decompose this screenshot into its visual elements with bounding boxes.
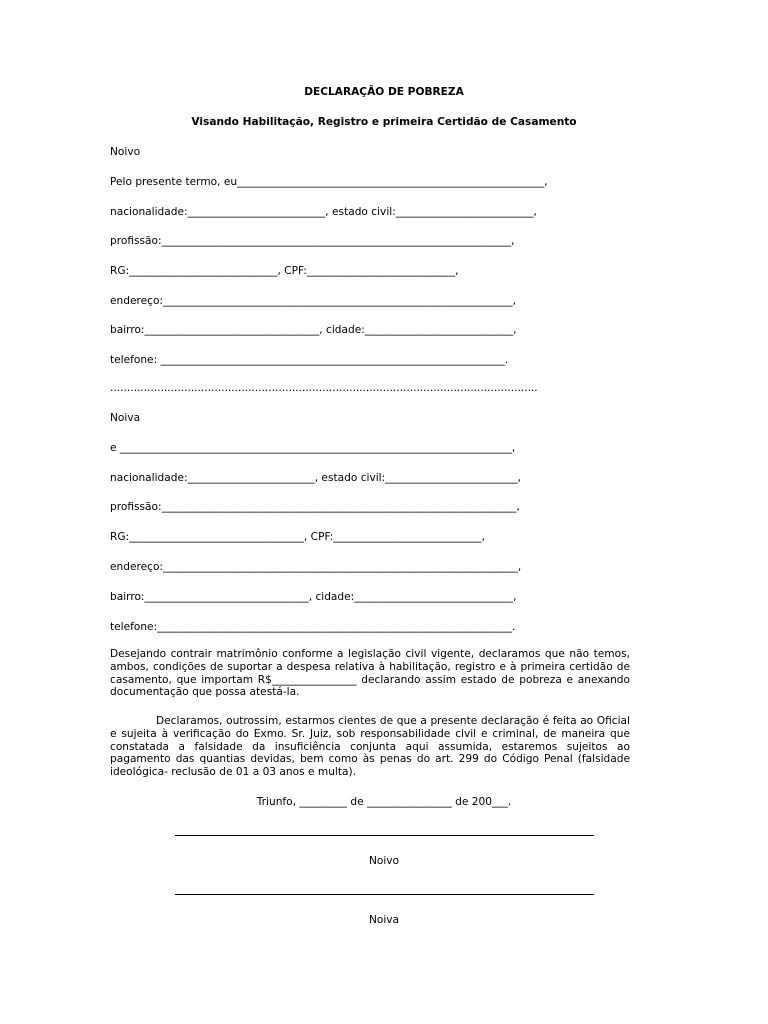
dotted-separator: ............................................................................................................................... bbox=[110, 382, 538, 394]
noiva-signature-label: Noiva bbox=[368, 914, 400, 926]
noivo-rg-cpf-line: RG:____________________________, CPF:____________________________, bbox=[110, 265, 459, 277]
document-subtitle: Visando Habilitação, Registro e primeira Certidão de Casamento bbox=[191, 116, 577, 128]
noivo-nationality-line: nacionalidade:__________________________, estado civil:__________________________, bbox=[110, 206, 537, 218]
noivo-profession-line: profissão:__________________________________________________________________, bbox=[110, 235, 515, 247]
noivo-signature-label: Noivo bbox=[368, 855, 400, 867]
noiva-address-line: endereço:___________________________________________________________________, bbox=[110, 561, 522, 573]
noiva-rg-cpf-line: RG:_________________________________, CPF:____________________________, bbox=[110, 531, 485, 543]
date-line: Triunfo, _________ de ________________ de 200___. bbox=[256, 796, 512, 808]
noiva-signature-line bbox=[175, 894, 594, 895]
noiva-nationality-line: nacionalidade:________________________, estado civil:_________________________, bbox=[110, 472, 521, 484]
noiva-neighborhood-city-line: bairro:_______________________________, cidade:______________________________, bbox=[110, 591, 517, 603]
noiva-phone-line: telefone:___________________________________________________________________. bbox=[110, 621, 516, 633]
noivo-signature-line bbox=[175, 835, 594, 836]
noiva-heading: Noiva bbox=[110, 412, 141, 424]
responsibility-paragraph: Declaramos, outrossim, estarmos cientes de que a presente declaração é feita ao Oficial e sujeita à verificação do Exmo. Sr. Juiz, sob responsabilidade civil e criminal, de maneira que constatada a falsidade da insuficiência conjunta aqui assumida, estaremos sujeitos ao pagamento das quantias devidas, bem como às penas do art. 299 do Código Penal (falsidade ideológica- reclusão de 01 a 03 anos e multa). bbox=[110, 715, 630, 779]
noiva-name-line: e __________________________________________________________________________, bbox=[110, 442, 516, 454]
noivo-name-line: Pelo presente termo, eu__________________________________________________________, bbox=[110, 176, 548, 188]
noivo-heading: Noivo bbox=[110, 146, 141, 158]
document-title: DECLARAÇÃO DE POBREZA bbox=[304, 86, 464, 98]
noivo-phone-line: telefone: _________________________________________________________________. bbox=[110, 354, 509, 366]
declaration-paragraph: Desejando contrair matrimônio conforme a legislação civil vigente, declaramos que não temos, ambos, condições de suportar a despesa relativa à habilitação, registro e à primeira certidão de casamento, que importam R$________________ declarando assim estado de pobreza e anexando documentação que possa atestá-la. bbox=[110, 648, 630, 699]
noiva-profession-line: profissão:___________________________________________________________________, bbox=[110, 501, 520, 513]
noivo-address-line: endereço:__________________________________________________________________, bbox=[110, 295, 516, 307]
noivo-neighborhood-city-line: bairro:_________________________________, cidade:____________________________, bbox=[110, 324, 517, 336]
